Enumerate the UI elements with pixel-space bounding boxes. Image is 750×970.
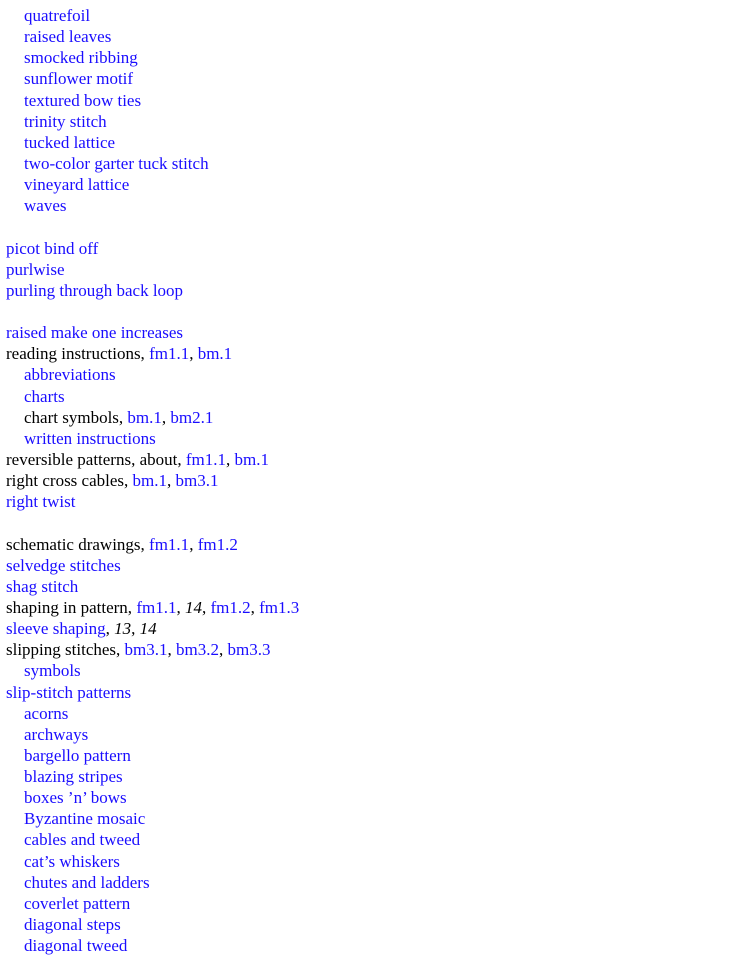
index-entry-picot-bind-off — [0, 238, 750, 259]
index-subentry-symbols — [0, 660, 750, 681]
index-link-raised-leaves[interactable]: raised leaves — [24, 27, 112, 47]
index-text: , — [189, 534, 198, 554]
index-link-right-twist[interactable]: right twist — [6, 492, 76, 512]
index-link-purlwise[interactable]: purlwise — [6, 259, 65, 279]
index-link-textured-bow-ties[interactable]: textured bow ties — [24, 90, 142, 110]
index-link-bm2-1[interactable]: bm2.1 — [170, 407, 214, 427]
index-link-sleeve-shaping[interactable]: sleeve shaping — [6, 619, 106, 639]
index-entry-purlwise — [0, 259, 750, 280]
index-link-bm-1[interactable]: bm.1 — [197, 344, 233, 364]
index-link-coverlet-pattern[interactable]: coverlet pattern — [24, 893, 131, 913]
index-text: , — [250, 597, 260, 617]
index-link-fm1-2[interactable]: fm1.2 — [197, 534, 238, 554]
index-subentry-byzantine-mosaic — [0, 808, 750, 829]
index-link-tucked-lattice[interactable]: tucked lattice — [24, 132, 116, 152]
index-link-shag-stitch[interactable]: shag stitch — [6, 576, 79, 596]
index-subentry-vineyard-lattice — [0, 174, 750, 195]
index-subentry-chutes-and-ladders — [0, 872, 750, 893]
index-link-fm1-2[interactable]: fm1.2 — [210, 597, 251, 617]
index-subentry-charts — [0, 386, 750, 407]
index-entry-right-twist — [0, 491, 750, 512]
index-entry-shaping-in-pattern — [0, 597, 750, 618]
index-link-archways[interactable]: archways — [24, 724, 89, 744]
index-text: right cross cables, — [6, 471, 133, 491]
index-subentry-coverlet-pattern — [0, 893, 750, 914]
index-link-fm1-3[interactable]: fm1.3 — [259, 597, 300, 617]
index-entry-raised-make-one-increases — [0, 322, 750, 343]
index-link-purling-through-back-loop[interactable]: purling through back loop — [6, 280, 184, 300]
index-link-raised-make-one-increases[interactable]: raised make one increases — [6, 323, 183, 343]
index-link-bm3-3[interactable]: bm3.3 — [227, 640, 271, 660]
index-subentry-tucked-lattice — [0, 132, 750, 153]
index-subentry-cables-and-tweed — [0, 829, 750, 850]
index-text: , — [219, 640, 228, 660]
index-link-fm1-1[interactable]: fm1.1 — [136, 597, 177, 617]
index-text: , — [167, 640, 177, 660]
index-subentry-quatrefoil — [0, 5, 750, 26]
index-link-sunflower-motif[interactable]: sunflower motif — [24, 69, 134, 89]
index-link-picot-bind-off[interactable]: picot bind off — [6, 238, 99, 258]
index-text: chart symbols, — [24, 407, 128, 427]
index-subentry-waves — [0, 195, 750, 216]
index-subentry-two-color-garter-tuck-stitch — [0, 153, 750, 174]
index-link-abbreviations[interactable]: abbreviations — [24, 365, 116, 385]
index-link-bm-1[interactable]: bm.1 — [127, 407, 162, 427]
index-link-vineyard-lattice[interactable]: vineyard lattice — [24, 175, 130, 195]
index-subentry-raised-leaves — [0, 26, 750, 47]
index-text: reversible patterns, about, — [6, 449, 186, 469]
index-entry-right-cross-cables — [0, 470, 750, 491]
index-subentry-cats-whiskers — [0, 851, 750, 872]
index-link-blazing-stripes[interactable]: blazing stripes — [24, 767, 123, 787]
index-spacer — [0, 301, 750, 322]
index-text: slipping stitches, — [6, 640, 125, 660]
index-entry-selvedge-stitches — [0, 555, 750, 576]
index-subentry-abbreviations — [0, 364, 750, 385]
index-link-cables-and-tweed[interactable]: cables and tweed — [24, 830, 141, 850]
index-link-charts[interactable]: charts — [24, 386, 65, 406]
index-link-two-color-garter-tuck-stitch[interactable]: two-color garter tuck stitch — [24, 153, 209, 173]
index-link-byzantine-mosaic[interactable]: Byzantine mosaic — [24, 809, 146, 829]
index-link-bm3-1[interactable]: bm3.1 — [175, 471, 219, 491]
index-link-quatrefoil[interactable]: quatrefoil — [24, 6, 91, 25]
index-text: , — [176, 597, 185, 617]
index-link-fm1-1[interactable]: fm1.1 — [149, 534, 190, 554]
index-subentry-boxes-n-bows — [0, 787, 750, 808]
index-spacer — [0, 216, 750, 237]
index-text: schematic drawings, — [6, 534, 150, 554]
index-subentry-chart-symbols — [0, 407, 750, 428]
index-link-bm3-1[interactable]: bm3.1 — [124, 640, 168, 660]
index-link-diagonal-steps[interactable]: diagonal steps — [24, 915, 121, 935]
index-link-symbols[interactable]: symbols — [24, 661, 81, 681]
index-text: shaping in pattern, — [6, 597, 137, 617]
index-spacer — [0, 512, 750, 533]
index-link-bm3-2[interactable]: bm3.2 — [176, 640, 219, 660]
page-number: 14 — [139, 619, 157, 639]
index-link-diagonal-tweed[interactable]: diagonal tweed — [24, 936, 128, 956]
index-subentry-written-instructions — [0, 428, 750, 449]
page-number: 13 — [114, 619, 132, 639]
index-link-slip-stitch-patterns[interactable]: slip-stitch patterns — [6, 682, 132, 702]
index-entry-purling-through-back-loop — [0, 280, 750, 301]
page-number: 14 — [184, 597, 202, 617]
index-entry-schematic-drawings — [0, 534, 750, 555]
index-subentry-diagonal-steps — [0, 914, 750, 935]
index-subentry-blazing-stripes — [0, 766, 750, 787]
index-subentry-sunflower-motif — [0, 68, 750, 89]
index-entry-shag-stitch — [0, 576, 750, 597]
index-entry-reading-instructions — [0, 343, 750, 364]
index-text: , — [167, 471, 176, 491]
index-link-bargello-pattern[interactable]: bargello pattern — [24, 745, 131, 765]
index-text: , — [131, 619, 140, 639]
index-text: reading instructions, — [6, 344, 150, 364]
index-link-selvedge-stitches[interactable]: selvedge stitches — [6, 555, 121, 575]
index-subentry-trinity-stitch — [0, 111, 750, 132]
index-link-trinity-stitch[interactable]: trinity stitch — [24, 111, 107, 131]
index-subentry-textured-bow-ties — [0, 90, 750, 111]
index-text: , — [226, 449, 235, 469]
index-subentry-smocked-ribbing — [0, 47, 750, 68]
index-entry-slipping-stitches — [0, 639, 750, 660]
index-text: , — [189, 344, 198, 364]
index-link-acorns[interactable]: acorns — [24, 703, 69, 723]
index-link-fm1-1[interactable]: fm1.1 — [185, 449, 226, 469]
index-link-smocked-ribbing[interactable]: smocked ribbing — [24, 48, 138, 68]
index-subentry-archways — [0, 724, 750, 745]
index-link-boxes-n-bows[interactable]: boxes ’n’ bows — [24, 788, 127, 808]
index-subentry-acorns — [0, 703, 750, 724]
index-link-fm1-1[interactable]: fm1.1 — [149, 344, 190, 364]
index-link-written-instructions[interactable]: written instructions — [24, 428, 156, 448]
index-link-chutes-and-ladders[interactable]: chutes and ladders — [24, 872, 150, 892]
index-text: , — [201, 597, 211, 617]
index-link-waves[interactable]: waves — [24, 196, 67, 216]
index-link-bm-1[interactable]: bm.1 — [234, 449, 269, 469]
index-text: , — [161, 407, 171, 427]
index-link-bm-1[interactable]: bm.1 — [132, 471, 168, 491]
index-text: , — [105, 619, 115, 639]
index-subentry-diagonal-tweed — [0, 935, 750, 956]
index-subentry-bargello-pattern — [0, 745, 750, 766]
index-entry-reversible-patterns-about — [0, 449, 750, 470]
index-entry-sleeve-shaping — [0, 618, 750, 639]
index-link-cats-whiskers[interactable]: cat’s whiskers — [24, 851, 120, 871]
index-entry-slip-stitch-patterns — [0, 682, 750, 703]
